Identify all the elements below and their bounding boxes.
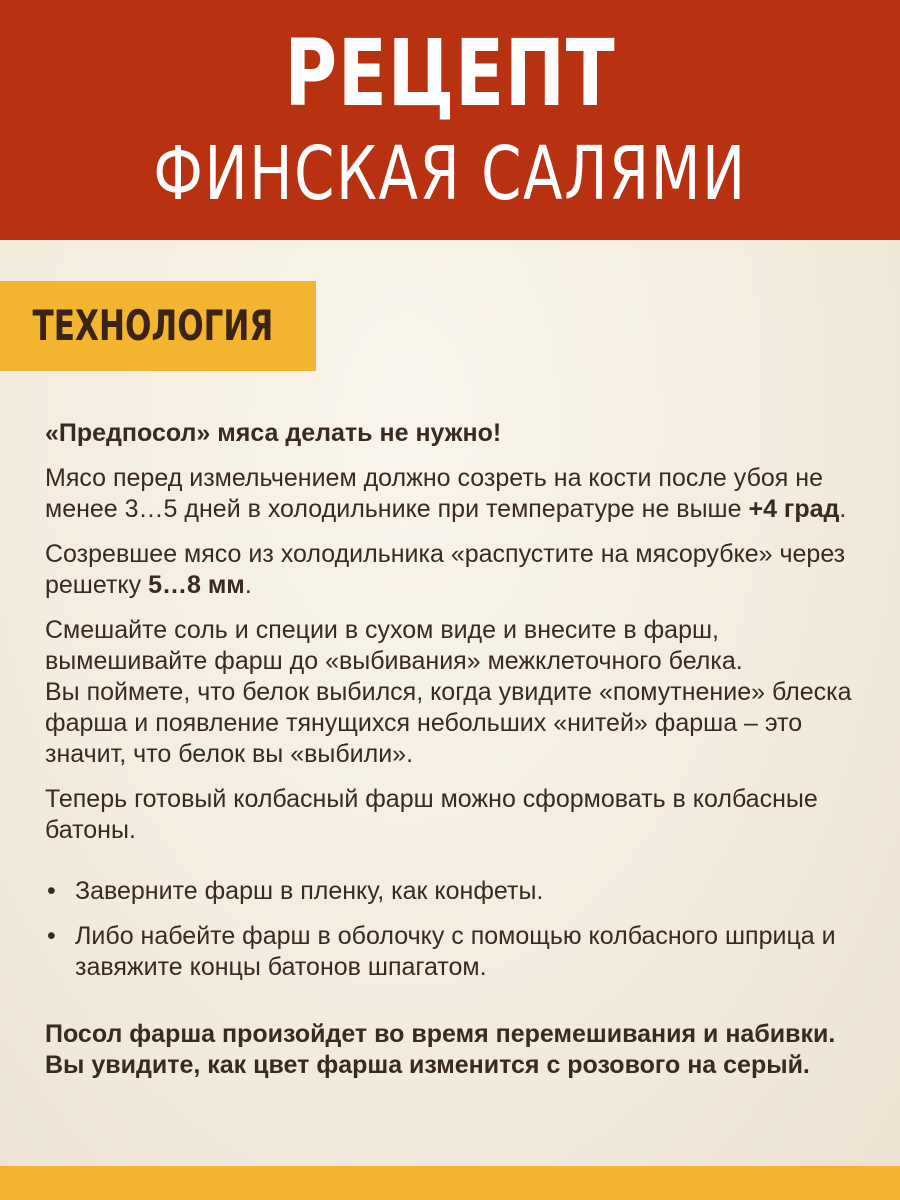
paragraph-grinding (45, 539, 865, 601)
list-item-text: Либо набейте фарш в оболочку с помощью колбасного шприца и завяжите концы батонов шпагатом. (75, 922, 836, 981)
list-item-text: Заверните фарш в пленку, как конфеты. (75, 877, 544, 905)
final-note (45, 1019, 865, 1081)
section-heading: ТЕХНОЛОГИЯ (32, 301, 274, 350)
bullet-icon: • (47, 922, 56, 950)
paragraph-mixing-line1: Смешайте соль и специи в сухом виде и внесите в фарш, вымешивайте фарш до «выбивания» межклеточного белка. (45, 616, 743, 675)
list-item (45, 876, 865, 907)
paragraph-grinding-end: . (244, 571, 252, 599)
footer-bar (0, 1166, 900, 1200)
header-banner (0, 0, 900, 240)
page-title: РЕЦЕПТ (284, 20, 616, 127)
recipe-body (45, 418, 865, 1095)
paragraph-grinding-text: Созревшее мясо из холодильника «распустите на мясорубке» через решетку (45, 540, 846, 599)
bullet-icon: • (47, 877, 56, 905)
page-subtitle: ФИНСКАЯ САЛЯМИ (153, 131, 747, 217)
final-note-line2: Вы увидите, как цвет фарша изменится с розового на серый. (45, 1051, 810, 1079)
list-item (45, 921, 865, 983)
section-tab (0, 281, 316, 371)
final-note-line1: Посол фарша произойдет во время перемешивания и набивки. (45, 1020, 836, 1048)
paragraph-forming: Теперь готовый колбасный фарш можно сформовать в колбасные батоны. (45, 785, 818, 844)
paragraph-mixing (45, 615, 865, 770)
paragraph-aging (45, 463, 865, 525)
paragraph-mixing-line2: Вы поймете, что белок выбился, когда увидите «помутнение» блеска фарша и появление тянущихся небольших «нитей» фарша – это значит, что белок вы «выбили». (45, 678, 852, 768)
bullet-list (45, 876, 865, 983)
grinder-plate-size: 5…8 мм (148, 571, 245, 599)
paragraph-aging-end: . (839, 495, 847, 523)
paragraph-aging-text: Мясо перед измельчением должно созреть на кости после убоя не менее 3…5 дней в холодильнике при температуре не выше (45, 464, 823, 523)
temperature-value: +4 град (748, 495, 840, 523)
lead-paragraph: «Предпосол» мяса делать не нужно! (45, 419, 502, 447)
